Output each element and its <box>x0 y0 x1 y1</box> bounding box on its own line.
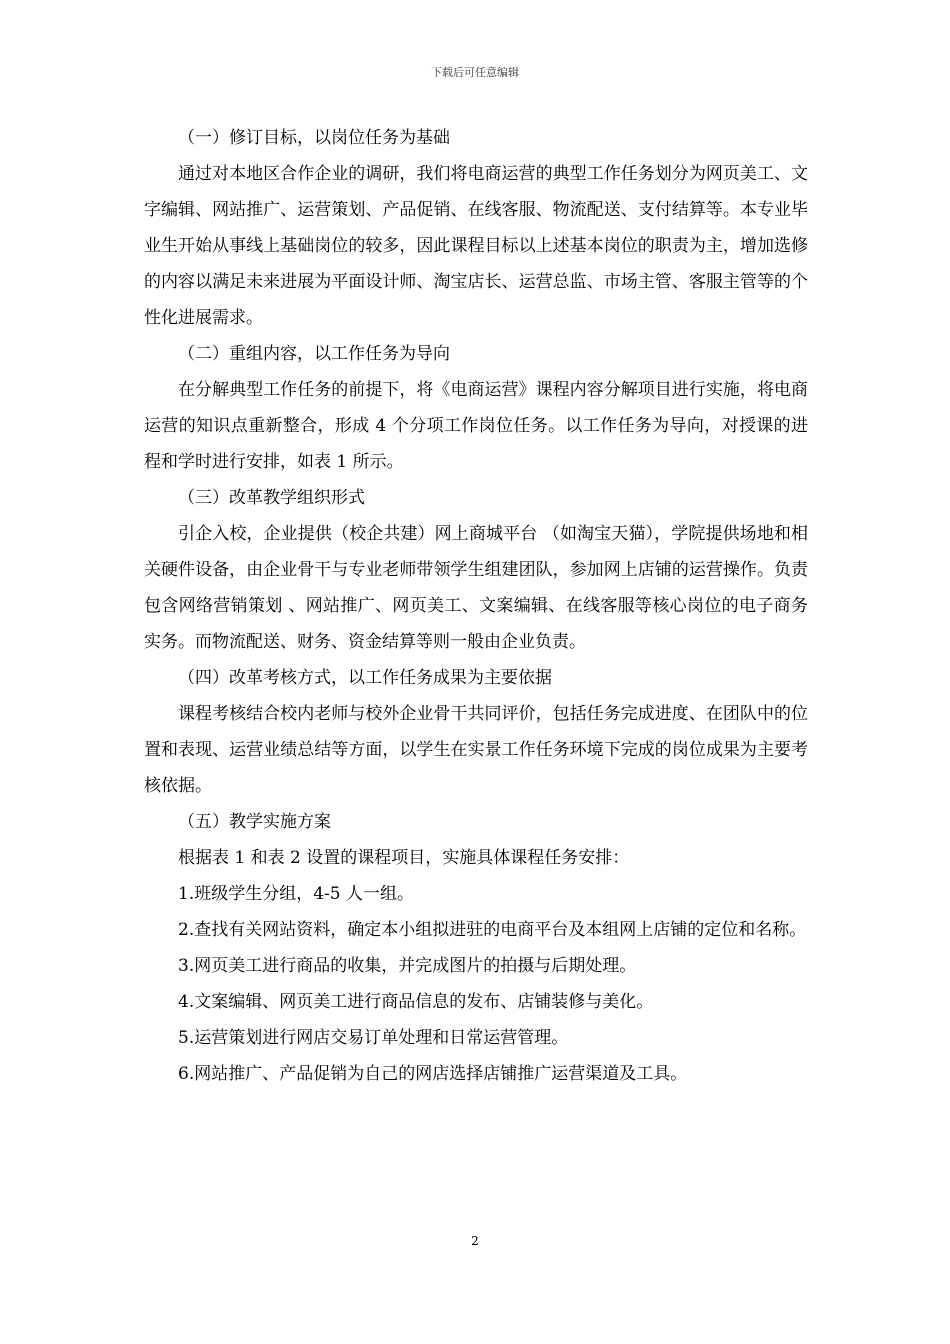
section-paragraph-4: 课程考核结合校内老师与校外企业骨干共同评价，包括任务完成进度、在团队中的位置和表现、运营业绩总结等方面，以学生在实景工作任务环境下完成的岗位成果为主要考核依据。 <box>144 704 808 796</box>
section-heading-3: （三）改革教学组织形式 <box>178 488 365 508</box>
step-item-2: 2.查找有关网站资料，确定本小组拟进驻的电商平台及本组网上店铺的定位和名称。 <box>178 920 807 940</box>
page-number: 2 <box>471 1234 479 1248</box>
section-heading-4: （四）改革考核方式，以工作任务成果为主要依据 <box>178 668 552 688</box>
section-paragraph-3: 引企入校，企业提供（校企共建）网上商城平台 （如淘宝天猫），学院提供场地和相关硬件设备，由企业骨干与专业老师带领学生组建团队，参加网上店铺的运营操作。负责包含网络营销策划 、网站推广、网页美工、文案编辑、在线客服等核心岗位的电子商务实务。而物流配送、财务、资金结算等则一般由企业负责。 <box>144 524 808 652</box>
document-body <box>144 120 808 1092</box>
step-item-6: 6.网站推广、产品促销为自己的网店选择店铺推广运营渠道及工具。 <box>178 1064 688 1084</box>
section-heading-2: （二）重组内容，以工作任务为导向 <box>178 344 450 364</box>
section-paragraph-1: 通过对本地区合作企业的调研，我们将电商运营的典型工作任务划分为网页美工、文字编辑、网站推广、运营策划、产品促销、在线客服、物流配送、支付结算等。本专业毕业生开始从事线上基础岗位的较多，因此课程目标以上述基本岗位的职责为主，增加选修的内容以满足未来进展为平面设计师、淘宝店长、运营总监、市场主管、客服主管等的个性化进展需求。 <box>144 164 808 328</box>
section-paragraph-2: 在分解典型工作任务的前提下，将《电商运营》课程内容分解项目进行实施，将电商运营的知识点重新整合，形成 4 个分项工作岗位任务。以工作任务为导向，对授课的进程和学时进行安排，如表 1 所示。 <box>144 380 808 472</box>
page-header: 下载后可任意编辑 <box>431 66 519 79</box>
section-paragraph-5: 根据表 1 和表 2 设置的课程项目，实施具体课程任务安排： <box>178 848 630 868</box>
step-item-3: 3.网页美工进行商品的收集，并完成图片的拍摄与后期处理。 <box>178 956 637 976</box>
step-item-4: 4.文案编辑、网页美工进行商品信息的发布、店铺装修与美化。 <box>178 992 654 1012</box>
section-heading-1: （一）修订目标，以岗位任务为基础 <box>178 128 450 148</box>
step-item-1: 1.班级学生分组，4-5 人一组。 <box>178 884 414 904</box>
step-item-5: 5.运营策划进行网店交易订单处理和日常运营管理。 <box>178 1028 569 1048</box>
section-heading-5: （五）教学实施方案 <box>178 812 331 832</box>
